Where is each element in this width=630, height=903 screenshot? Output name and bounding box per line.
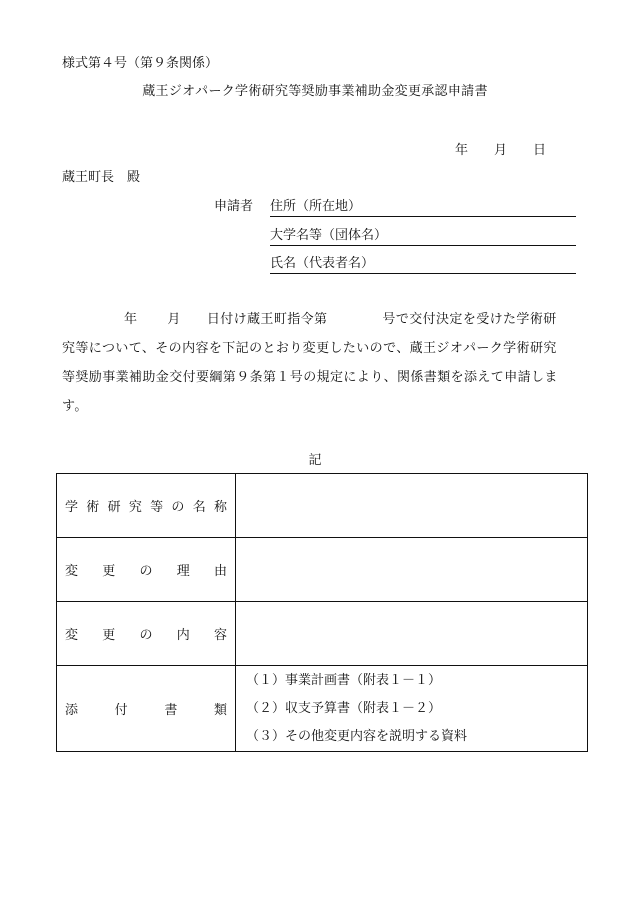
label-attachments (57, 666, 236, 752)
attachment-item: （３）その他変更内容を説明する資料 (246, 728, 468, 744)
body-line-4: す。 (62, 399, 88, 414)
university-label: 大学名等（団体名） (270, 228, 388, 243)
date-line (455, 139, 546, 158)
label-char: の (139, 564, 153, 579)
table-row (57, 602, 588, 666)
body-year: 年 (124, 312, 138, 327)
research-name-cell[interactable] (236, 474, 588, 538)
detail-table (56, 473, 588, 752)
label-char: 研 (107, 500, 121, 515)
attachment-item: （２）収支予算書（附表１－２） (246, 700, 442, 716)
date-day: 日 (533, 143, 547, 158)
address-label: 住所（所在地） (270, 199, 362, 214)
label-char: 更 (102, 628, 116, 643)
table-row (57, 474, 588, 538)
label-char: の (139, 628, 153, 643)
document-title: 蔵王ジオパーク学術研究等奨励事業補助金変更承認申請書 (142, 84, 488, 99)
body-line-2: 究等について、その内容を下記のとおり変更したいので、蔵王ジオパーク学術研究 (62, 341, 557, 356)
label-char: 術 (86, 500, 100, 515)
date-month: 月 (494, 143, 508, 158)
label-char: 由 (213, 564, 227, 579)
date-year: 年 (455, 143, 469, 158)
label-char: 付 (114, 703, 128, 718)
label-char: の (171, 500, 185, 515)
body-month: 月 (167, 312, 181, 327)
attachments-cell (236, 666, 588, 752)
label-char: 添 (65, 703, 79, 718)
label-char: 容 (213, 628, 227, 643)
body-text-a: 日付け蔵王町指令第 (206, 312, 328, 327)
label-char: 変 (65, 628, 79, 643)
label-char: 変 (65, 564, 79, 579)
body-line-1 (62, 305, 582, 334)
label-change-reason (57, 538, 236, 602)
applicant-label: 申請者 (214, 199, 254, 214)
label-char: 学 (65, 500, 79, 515)
ki-heading: 記 (308, 453, 322, 468)
change-reason-cell[interactable] (236, 538, 588, 602)
label-char: 内 (176, 628, 190, 643)
label-char: 更 (102, 564, 116, 579)
label-char: 称 (213, 500, 227, 515)
addressee: 蔵王町長 殿 (62, 170, 141, 185)
label-char: 書 (164, 703, 178, 718)
body-line-3: 等奨励事業補助金交付要綱第９条第１号の規定により、関係書類を添えて申請しま (62, 370, 558, 385)
label-char: 類 (213, 703, 227, 718)
form-number: 様式第４号（第９条関係） (62, 56, 219, 71)
label-change-content (57, 602, 236, 666)
change-content-cell[interactable] (236, 602, 588, 666)
label-char: 名 (192, 500, 206, 515)
table-row (57, 666, 588, 752)
body-paragraph (62, 305, 582, 421)
address-field[interactable] (270, 195, 576, 217)
label-research-name (57, 474, 236, 538)
university-field[interactable] (270, 224, 576, 246)
name-label: 氏名（代表者名） (270, 256, 375, 271)
label-char: 等 (150, 500, 164, 515)
label-char: 理 (176, 564, 190, 579)
body-text-b: 号で交付決定を受けた学術研 (382, 312, 557, 327)
table-row (57, 538, 588, 602)
name-field[interactable] (270, 252, 576, 274)
attachment-item: （１）事業計画書（附表１－１） (246, 672, 442, 688)
label-char: 究 (128, 500, 142, 515)
